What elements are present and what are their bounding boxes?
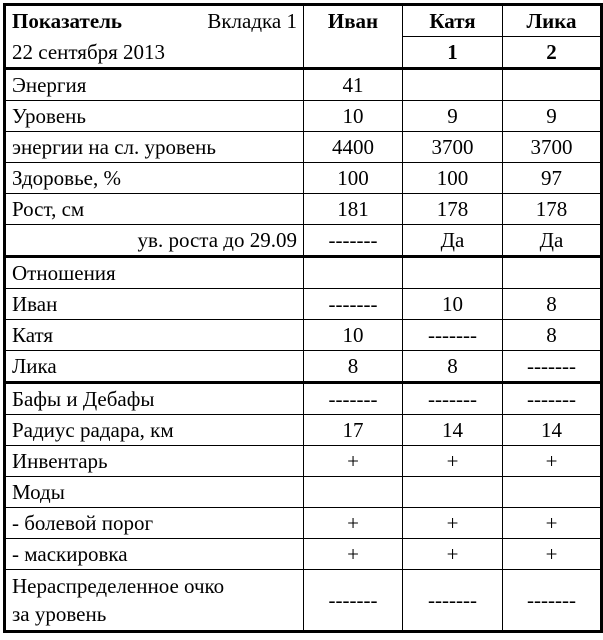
stat-value: 178 (503, 194, 602, 225)
extra-value: 14 (403, 415, 503, 446)
stat-label: Рост, см (5, 194, 304, 225)
stat-value: 100 (403, 163, 503, 194)
stat-label: Энергия (5, 69, 304, 101)
unspent-value: ------- (403, 570, 503, 632)
extra-row (5, 446, 602, 477)
relation-row (5, 320, 602, 351)
extra-value: + (403, 446, 503, 477)
player-name-ivan: Иван (304, 5, 403, 37)
extra-row (5, 477, 602, 508)
stat-row (5, 101, 602, 132)
stat-value (403, 69, 503, 101)
empty-cell (403, 257, 503, 289)
stat-label: Уровень (5, 101, 304, 132)
extra-value: + (304, 539, 403, 570)
stat-value: 100 (304, 163, 403, 194)
stat-value: 9 (403, 101, 503, 132)
relation-row (5, 289, 602, 320)
player-name-katya: Катя (403, 5, 503, 37)
indicator-header-cell (5, 5, 304, 37)
extra-value (304, 477, 403, 508)
header-row (5, 5, 602, 37)
section-title-row (5, 257, 602, 289)
relation-label: Иван (5, 289, 304, 320)
extra-value: ------- (403, 383, 503, 415)
stat-row (5, 132, 602, 163)
unspent-value: ------- (304, 570, 403, 632)
extra-value (403, 477, 503, 508)
stat-value: 4400 (304, 132, 403, 163)
extra-row (5, 539, 602, 570)
stat-value: ------- (304, 225, 403, 257)
relation-value: 8 (403, 351, 503, 383)
stat-label: энергии на сл. уровень (5, 132, 304, 163)
extra-value: + (403, 508, 503, 539)
unspent-value: ------- (503, 570, 602, 632)
relation-value: ------- (503, 351, 602, 383)
stat-value: 178 (403, 194, 503, 225)
indicator-label: Показатель (12, 9, 123, 34)
extra-value: 14 (503, 415, 602, 446)
unspent-label-line2: за уровень (12, 602, 107, 626)
stat-value: 10 (304, 101, 403, 132)
unspent-label-line1: Нераспределенное очко (12, 574, 225, 598)
player-number-lika: 2 (503, 37, 602, 69)
relation-value: ------- (304, 289, 403, 320)
extra-label: Радиус радара, км (5, 415, 304, 446)
relation-value: 10 (403, 289, 503, 320)
stats-table (3, 3, 603, 633)
extra-value: + (503, 446, 602, 477)
stat-value: 97 (503, 163, 602, 194)
player-number-katya: 1 (403, 37, 503, 69)
extra-value: + (304, 446, 403, 477)
stat-value: 9 (503, 101, 602, 132)
empty-cell (503, 257, 602, 289)
header-row-2 (5, 37, 602, 69)
stat-value: 41 (304, 69, 403, 101)
relation-row (5, 351, 602, 383)
extra-label: Инвентарь (5, 446, 304, 477)
extra-value: ------- (503, 383, 602, 415)
stat-value: Да (503, 225, 602, 257)
relation-label: Лика (5, 351, 304, 383)
stat-row (5, 163, 602, 194)
extra-value: ------- (304, 383, 403, 415)
stat-value: 181 (304, 194, 403, 225)
extra-row (5, 508, 602, 539)
stat-row (5, 225, 602, 257)
stat-value: 3700 (503, 132, 602, 163)
extra-value: + (503, 539, 602, 570)
unspent-row (5, 570, 602, 632)
stat-value: Да (403, 225, 503, 257)
stat-value: 3700 (403, 132, 503, 163)
relation-label: Катя (5, 320, 304, 351)
extra-label: - маскировка (5, 539, 304, 570)
extra-value (503, 477, 602, 508)
extra-label: Моды (5, 477, 304, 508)
extra-value: + (304, 508, 403, 539)
extra-value: + (503, 508, 602, 539)
relations-title: Отношения (5, 257, 304, 289)
unspent-label (5, 570, 304, 632)
tab-label: Вкладка 1 (207, 9, 297, 34)
stat-row (5, 69, 602, 101)
extra-label: - болевой порог (5, 508, 304, 539)
relation-value: 8 (503, 320, 602, 351)
stat-label: ув. роста до 29.09 (5, 225, 304, 257)
date-cell: 22 сентября 2013 (5, 37, 304, 69)
extra-label: Бафы и Дебафы (5, 383, 304, 415)
extra-row (5, 415, 602, 446)
relation-value: ------- (403, 320, 503, 351)
relation-value: 8 (304, 351, 403, 383)
stat-label: Здоровье, % (5, 163, 304, 194)
extra-row (5, 383, 602, 415)
stat-row (5, 194, 602, 225)
relation-value: 10 (304, 320, 403, 351)
player-number-ivan (304, 37, 403, 69)
player-name-lika: Лика (503, 5, 602, 37)
stat-value (503, 69, 602, 101)
extra-value: + (403, 539, 503, 570)
relation-value: 8 (503, 289, 602, 320)
empty-cell (304, 257, 403, 289)
extra-value: 17 (304, 415, 403, 446)
